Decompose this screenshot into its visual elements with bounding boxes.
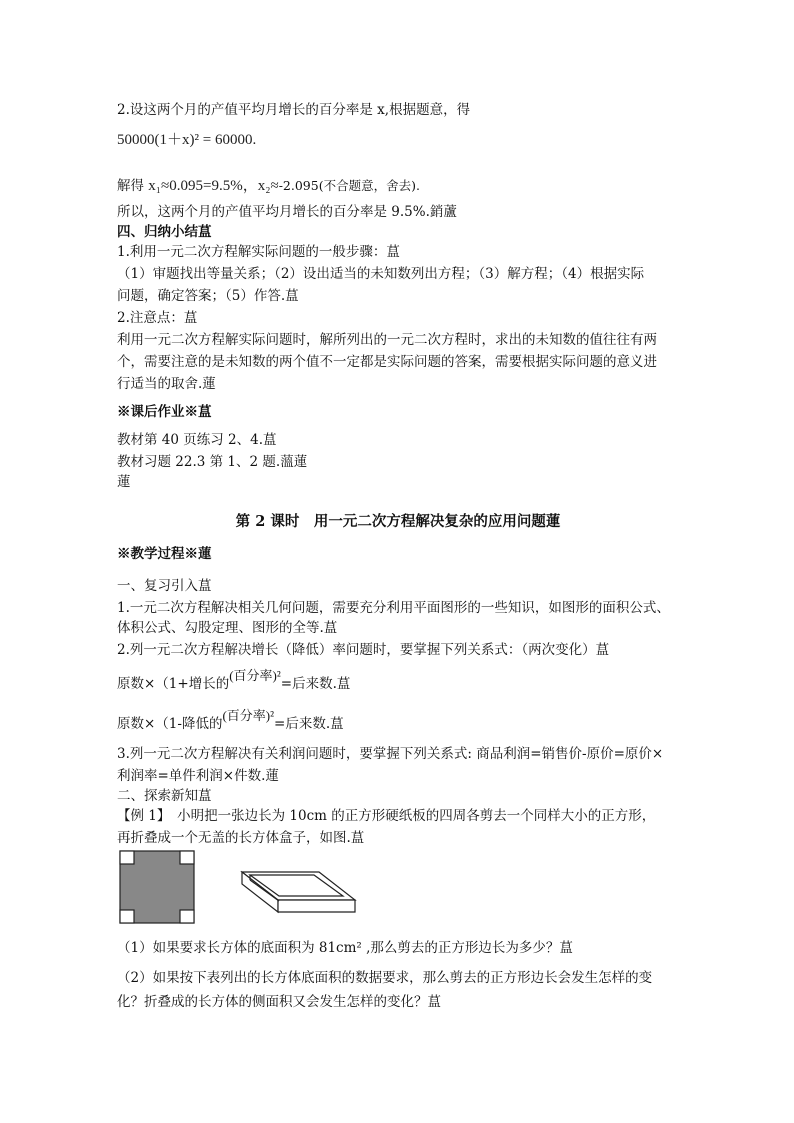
section-heading: 四、归纳小结蒀 (117, 224, 212, 240)
formula-term: (百分率)² (229, 668, 281, 683)
lesson-title: 第 2 课时 用一元二次方程解决复杂的应用问题蓮 (235, 513, 561, 530)
text-line: 利用一元二次方程解实际问题时，解所列出的一元二次方程时，求出的未知数的值往往有两 (117, 332, 657, 348)
formula-line (117, 668, 351, 694)
text-line: 行适当的取舍.蓮 (117, 376, 216, 392)
open-box-figure (242, 872, 355, 912)
text-line: 2.列一元二次方程解决增长（降低）率问题时，要掌握下列关系式：（两次变化）蒀 (117, 642, 610, 658)
text-span: =后来数.蒀 (274, 716, 344, 732)
text-line: 1.利用一元二次方程解实际问题的一般步骤：蒀 (117, 244, 400, 260)
text-span: 原数×（1+增长的 (117, 676, 230, 692)
text-line (117, 176, 420, 196)
text-line: 2.设这两个月的产值平均月增长的百分率是 x,根据题意，得 (117, 102, 471, 118)
text-line: 再折叠成一个无盖的长方体盒子，如图.蒀 (117, 830, 365, 846)
equation: 50000(1＋x)² = 60000. (117, 132, 257, 148)
text-span: 解得 (117, 178, 144, 194)
text-line: 所以，这两个月的产值平均月增长的百分率是 9.5%.銷蘆 (117, 204, 457, 220)
text-line: 个，需要注意的是未知数的两个值不一定都是实际问题的答案，需要根据实际问题的意义进 (117, 354, 657, 370)
text-line: 二、探索新知蒀 (117, 788, 212, 804)
section-heading: ※教学过程※蓮 (117, 546, 212, 562)
text-line: 教材第 40 页练习 2、4.蒀 (117, 432, 277, 448)
text-line: 1.一元二次方程解决相关几何问题，需要充分利用平面图形的一些知识，如图形的面积公式、 (117, 600, 670, 616)
text-line: 2.注意点：蒀 (117, 310, 198, 326)
text-line: 化？折叠成的长方体的侧面积又会发生怎样的变化？蒀 (117, 994, 441, 1010)
square-cardboard-figure (120, 851, 194, 923)
section-heading: ※课后作业※蒀 (117, 404, 212, 420)
text-line: 3.列一元二次方程解决有关利润问题时，要掌握下列关系式: 商品利润=销售价-原价=原价× (117, 746, 664, 762)
text-line: 问题，确定答案；（5）作答.蒀 (117, 288, 299, 304)
text-line: 利润率=单件利润×件数.蓮 (117, 768, 279, 784)
text-line: （1）如果要求长方体的底面积为 81cm² ,那么剪去的正方形边长为多少？蒀 (117, 940, 573, 956)
equation: x₁≈0.095=9.5%，x₂≈ (148, 178, 279, 194)
text-line: 【例 1】 小明把一张边长为 10cm 的正方形硬纸板的四周各剪去一个同样大小的正方形， (117, 808, 656, 824)
text-line: （2）如果按下表列出的长方体底面积的数据要求，那么剪去的正方形边长会发生怎样的变 (117, 970, 653, 986)
formula-term: (百分率)² (222, 708, 275, 723)
text-line: 教材习题 22.3 第 1、2 题.薀蓮 (117, 454, 308, 470)
formula-line (117, 708, 344, 734)
text-span: =后来数.蒀 (280, 676, 351, 692)
text-line: （1）审题找出等量关系；（2）设出适当的未知数列出方程；（3）解方程；（4）根据实际 (117, 266, 645, 282)
text-span: -2.095(不合题意，舍去). (278, 178, 420, 193)
text-span: 原数×（1-降低的 (117, 716, 223, 732)
box-figure (119, 850, 419, 926)
text-line: 体积公式、勾股定理、图形的全等.蒀 (117, 620, 338, 636)
text-line: 一、复习引入蒀 (117, 578, 212, 594)
text-line: 蓮 (117, 474, 131, 490)
